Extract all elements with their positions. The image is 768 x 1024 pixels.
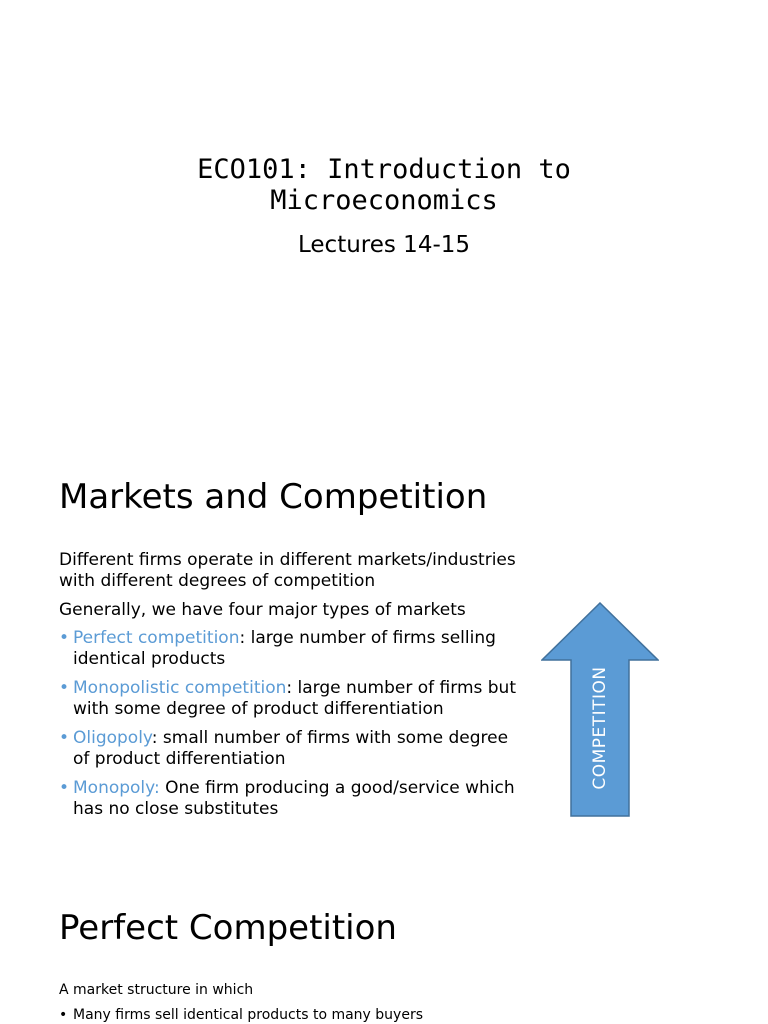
list-item: • Many firms sell identical products to many buyers <box>59 1007 423 1023</box>
market-type-term: Oligopoly <box>73 728 152 748</box>
markets-heading: Markets and Competition <box>59 477 488 517</box>
list-item: • Oligopoly: small number of firms with some degree of product differentiation <box>59 728 509 769</box>
market-type-description: : large number of firms but with some degree of product differentiation <box>73 678 516 719</box>
market-type-description: : small number of firms with some degree of product differentiation <box>73 728 509 769</box>
market-type-description: : large number of firms selling identical products <box>73 628 496 669</box>
markets-intro-paragraph: Different firms operate in different markets/industries with different degrees of competition <box>59 550 516 591</box>
competition-arrow-label: COMPETITION <box>590 666 610 790</box>
market-types-list <box>59 628 529 828</box>
market-type-term: Perfect competition <box>73 628 240 648</box>
perfect-competition-intro: A market structure in which <box>59 982 254 998</box>
markets-types-paragraph: Generally, we have four major types of markets <box>59 600 466 620</box>
perfect-competition-bullet: Many firms sell identical products to many buyers <box>73 1007 423 1023</box>
slide-title <box>0 154 768 216</box>
title-slide <box>0 0 768 432</box>
title-line-2: Microeconomics <box>270 185 498 216</box>
market-type-term: Monopolistic competition <box>73 678 287 698</box>
list-item: • Monopolistic competition: large number of firms but with some degree of product differentiation <box>59 678 516 719</box>
perfect-competition-heading: Perfect Competition <box>59 908 397 948</box>
slide-subtitle: Lectures 14-15 <box>297 232 471 258</box>
market-type-description: One firm producing a good/service which has no close substitutes <box>73 778 515 819</box>
market-type-term: Monopoly: <box>73 778 160 798</box>
list-item: • Perfect competition: large number of firms selling identical products <box>59 628 496 669</box>
list-item: • Monopoly: One firm producing a good/service which has no close substitutes <box>59 778 515 819</box>
perfect-competition-slide <box>0 864 768 1024</box>
markets-slide <box>0 432 768 864</box>
title-line-1: ECO101: Introduction to <box>197 154 571 185</box>
